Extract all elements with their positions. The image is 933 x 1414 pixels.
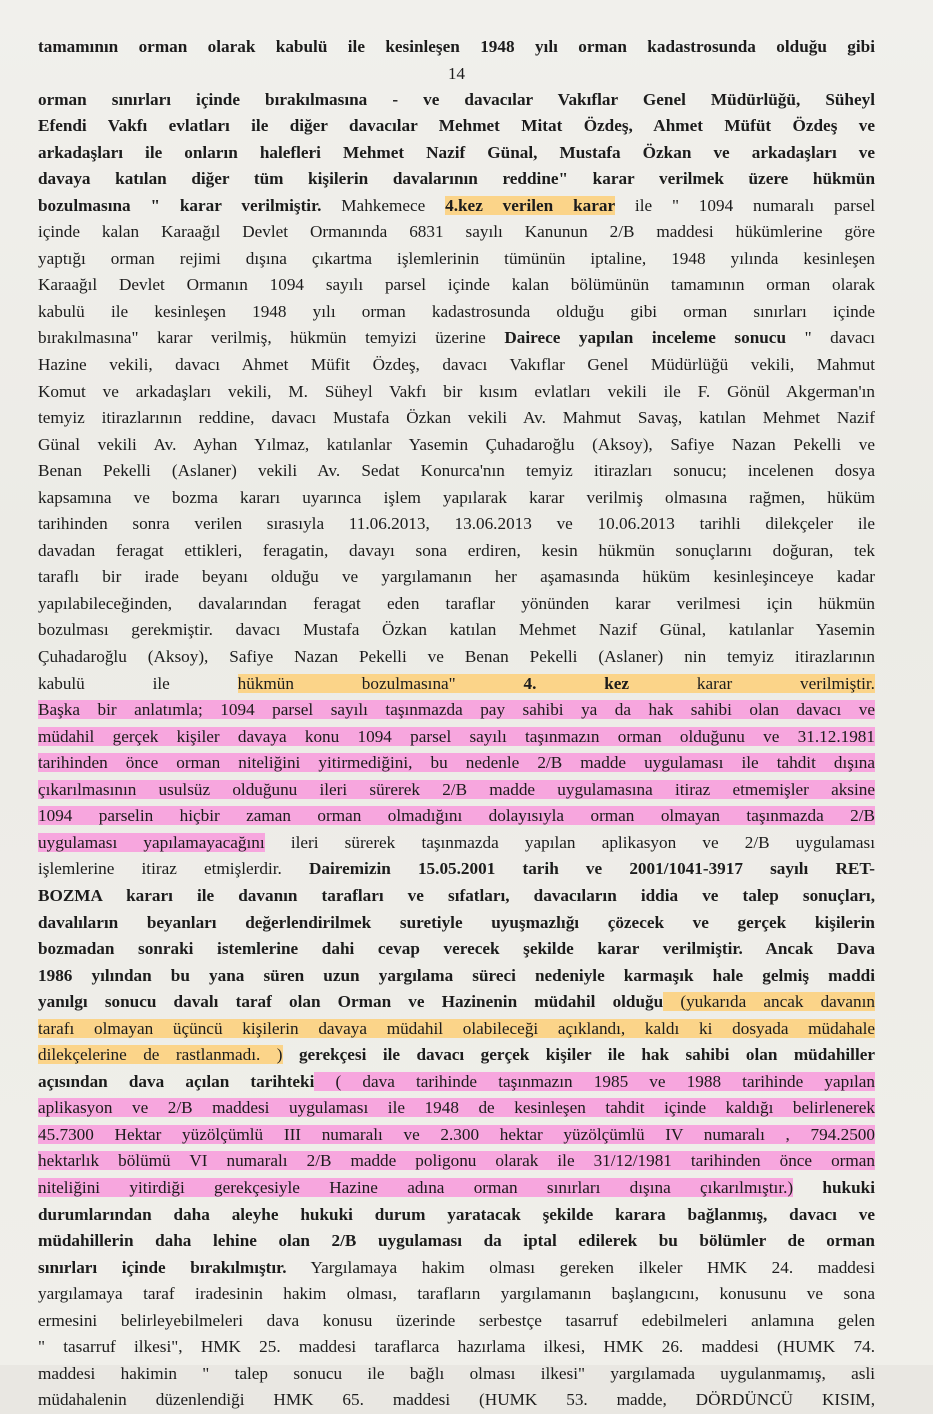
text-run: " davacı bbox=[786, 328, 875, 348]
text-line bbox=[38, 591, 875, 618]
highlighted-text: niteliğini yitirdiği gerekçesiyle Hazine adına orman sınırları dışına çıkarılmıştır.) bbox=[38, 1177, 794, 1197]
text-run: Mahkemece bbox=[321, 195, 446, 215]
highlighted-text: 45.7300 Hektar yüzölçümlü III numaralı ve 2.300 hektar yüzölçümlü IV numaralı , 794.2500 bbox=[38, 1124, 875, 1144]
text-line bbox=[38, 325, 875, 352]
highlighted-text: hektarlık bölümü VI numaralı 2/B madde poligonu olarak ile 31/12/1981 tarihinden önce orman bbox=[38, 1151, 875, 1171]
text-run: Çuhadaroğlu (Aksoy), Safiye Nazan Pekelli ve Benan Pekelli (Aslaner) nin temyiz itirazlarının bbox=[38, 647, 875, 667]
highlighted-text: 1094 parselin hiçbir zaman orman olmadığını dolayısıyla orman olmayan taşınmazda 2/B bbox=[38, 806, 875, 826]
text-run: kabulü ile kesinleşen 1948 yılı orman kadastrosunda olduğu gibi orman sınırları içinde bbox=[38, 301, 875, 321]
text-run: Karaağıl Devlet Ormanın 1094 sayılı parsel içinde kalan bölümünün tamamının orman olarak bbox=[38, 275, 875, 295]
text-run: bozmadan sonraki istemlerine dahi cevap verecek şekilde karar verilmiştir. Ancak Dava bbox=[38, 939, 875, 959]
text-run: Hazine vekili, davacı Ahmet Müfit Özdeş, davacı Vakıflar Genel Müdürlüğü vekili, Mahmut bbox=[38, 355, 875, 375]
text-line bbox=[38, 87, 875, 114]
text-run: kapsamına ve bozma kararı uyarınca işlem yapılarak karar verilmiş olmasına rağmen, hüküm bbox=[38, 487, 875, 507]
text-run: ileri sürerek taşınmazda yapılan aplikasyon ve 2/B uygulaması bbox=[264, 832, 875, 852]
text-line bbox=[38, 1228, 875, 1255]
text-line bbox=[38, 405, 875, 432]
text-line bbox=[38, 1042, 875, 1069]
highlighted-text: müdahil gerçek kişiler davaya konu 1094 parsel sayılı taşınmazın orman olduğunu ve 31.12.1981 bbox=[38, 726, 875, 746]
text-run: orman sınırları içinde bırakılmasına - ve davacılar Vakıflar Genel Müdürlüğü, Süheyl bbox=[38, 89, 875, 109]
highlighted-text: 4.kez verilen karar bbox=[445, 195, 616, 215]
highlighted-text: Başka bir anlatımla; 1094 parsel sayılı taşınmazda pay sahibi ya da hak sahibi olan davacı ve bbox=[38, 700, 875, 720]
text-line bbox=[38, 671, 875, 698]
text-run: " tasarruf ilkesi", HMK 25. maddesi taraflarca hazırlama ilkesi, HMK 26. maddesi (HUMK 74. bbox=[38, 1337, 875, 1357]
text-line bbox=[38, 113, 875, 140]
highlighted-text: ( dava tarihinde taşınmazın 1985 ve 1988 tarihinde yapılan bbox=[314, 1071, 875, 1091]
text-run: davalıların beyanları değerlendirilmek suretiyle uyuşmazlığı çözecek ve gerçek kişilerin bbox=[38, 912, 875, 932]
highlighted-text: çıkarılmasının usulsüz olduğunu ileri sürerek 2/B madde uygulamasına itiraz etmemişler aksine bbox=[38, 779, 875, 799]
text-run: temyiz itirazlarının reddine, davacı Mustafa Özkan vekili Av. Mahmut Savaş, katılan Mehmet Nazif bbox=[38, 408, 875, 428]
text-line bbox=[38, 936, 875, 963]
text-run: yapılabileceğinden, davalarından feragat eden taraflar yönünden karar verilmesi için hükmün bbox=[38, 593, 875, 613]
text-run: yargılamaya taraf iradesinin hakim olması, tarafların yargılamanın başlangıcını, konusunu ve sona bbox=[38, 1284, 875, 1304]
text-run: yaptığı orman rejimi dışına çıkartma işlemlerinin tümünün iptaline, 1948 yılında kesinleşen bbox=[38, 248, 875, 268]
text-line bbox=[38, 34, 875, 61]
text-line bbox=[38, 830, 875, 857]
text-line bbox=[38, 564, 875, 591]
text-run: Günal vekili Av. Ayhan Yılmaz, katılanlar Yasemin Çuhadaroğlu (Aksoy), Safiye Nazan Pekelli ve bbox=[38, 434, 875, 454]
text-line bbox=[38, 617, 875, 644]
text-line bbox=[38, 1095, 875, 1122]
text-run: bırakılmasına" karar verilmiş, hükmün temyizi üzerine bbox=[38, 328, 505, 348]
text-line bbox=[38, 299, 875, 326]
text-run: Komut ve arkadaşları vekili, M. Süheyl Vakfı bir kısım evlatları vekili ile F. Gönül Akgerman'ın bbox=[38, 381, 875, 401]
highlighted-text: tarihinden önce orman niteliğini yitirmediğini, bu nedenle 2/B madde uygulaması ile tahdit dışına bbox=[38, 753, 875, 773]
text-line bbox=[38, 193, 875, 220]
text-run: hukuki bbox=[793, 1177, 875, 1197]
text-line bbox=[38, 1016, 875, 1043]
text-run: kararı ile davanın tarafları ve sıfatları, davacıların iddia ve talep sonuçları, bbox=[101, 885, 875, 905]
text-line bbox=[38, 538, 875, 565]
text-run: tarihinden sonra verilen sırasıyla 11.06.2013, 13.06.2013 ve 10.06.2013 tarihli dilekçeler ile bbox=[38, 514, 875, 534]
text-line bbox=[38, 1281, 875, 1308]
text-run: bozulması gerekmiştir. davacı Mustafa Özkan katılan Mehmet Nazif Günal, katılanlar Yasemin bbox=[38, 620, 875, 640]
text-line bbox=[38, 644, 875, 671]
text-line bbox=[38, 140, 875, 167]
text-run: sınırları içinde bırakılmıştır. bbox=[38, 1257, 287, 1277]
text-run: işlemlerine itiraz etmişlerdir. bbox=[38, 859, 309, 879]
document-body bbox=[38, 34, 875, 1414]
text-run: tamamının orman olarak kabulü ile kesinleşen 1948 yılı orman kadastrosunda olduğu gibi bbox=[38, 37, 875, 56]
highlighted-text: aplikasyon ve 2/B maddesi uygulaması ile 1948 de kesinleşen tahdit içinde kaldığı belirlenerek bbox=[38, 1098, 875, 1118]
text-line bbox=[38, 1122, 875, 1149]
text-line bbox=[38, 272, 875, 299]
text-run: bozulmasına " karar verilmiştir. bbox=[38, 195, 322, 215]
highlighted-text: tarafı olmayan üçüncü kişilerin davaya müdahil olabileceği açıklandı, kaldı ki dosyada müdahale bbox=[38, 1018, 875, 1038]
text-run: Yargılamaya hakim olması gereken ilkeler HMK 24. maddesi bbox=[286, 1257, 875, 1277]
text-line bbox=[38, 883, 875, 910]
text-run: Dairece yapılan inceleme sonucu bbox=[504, 328, 786, 348]
text-line bbox=[38, 1308, 875, 1335]
text-line bbox=[38, 750, 875, 777]
text-line bbox=[38, 724, 875, 751]
text-line bbox=[38, 246, 875, 273]
text-run: kabulü ile bbox=[38, 673, 238, 693]
highlighted-text: karar verilmiştir. bbox=[629, 673, 875, 693]
text-run: müdahalenin düzenlendiği HMK 65. maddesi (HUMK 53. madde, DÖRDÜNCÜ KISIM, bbox=[38, 1390, 875, 1410]
text-line bbox=[38, 1069, 875, 1096]
text-line bbox=[38, 1255, 875, 1282]
text-run: Efendi Vakfı evlatları ile diğer davacılar Mehmet Mitat Özdeş, Ahmet Müfüt Özdeş ve bbox=[38, 116, 875, 136]
text-run: arkadaşları ile onların halefleri Mehmet Nazif Günal, Mustafa Özkan ve arkadaşları ve bbox=[38, 142, 875, 162]
text-line bbox=[38, 432, 875, 459]
text-line bbox=[38, 1387, 875, 1414]
text-line bbox=[38, 989, 875, 1016]
highlighted-text: hükmün bozulmasına" bbox=[237, 673, 456, 693]
page-number: 14 bbox=[448, 63, 465, 83]
text-run: davaya katılan diğer tüm kişilerin davalarının reddine" karar verilmek üzere hükmün bbox=[38, 169, 875, 189]
text-run: taraflı bir irade beyanı olduğu ve yargılamanın her aşamasında hüküm kesinleşinceye kadar bbox=[38, 567, 875, 587]
text-line bbox=[38, 777, 875, 804]
text-line bbox=[38, 511, 875, 538]
text-line bbox=[38, 219, 875, 246]
text-line bbox=[38, 803, 875, 830]
text-run: ile " 1094 numaralı parsel bbox=[615, 195, 875, 215]
text-run: yanılgı sonucu davalı taraf olan Orman ve Hazinenin müdahil olduğu bbox=[38, 992, 664, 1012]
text-run: açısından dava açılan tarihteki bbox=[38, 1071, 315, 1091]
text-line bbox=[38, 485, 875, 512]
text-line bbox=[38, 1148, 875, 1175]
text-line bbox=[38, 697, 875, 724]
text-run: 1986 yılından bu yana süren uzun yargılama süreci nedeniyle karmaşık hale gelmiş maddi bbox=[38, 965, 875, 985]
text-line bbox=[38, 166, 875, 193]
text-run: Dairemizin 15.05.2001 tarih ve 2001/1041-3917 sayılı RET- bbox=[309, 859, 875, 879]
text-run: müdahillerin daha lehine olan 2/B uygulaması da iptal edilerek bu bölümler de orman bbox=[38, 1231, 875, 1251]
text-run: Benan Pekelli (Aslaner) vekili Av. Sedat Konurca'nın temyiz itirazları sonucu; incelenen dosya bbox=[38, 461, 875, 481]
text-run: ermesini belirleyebilmeleri dava konusu üzerinde serbestçe tasarruf edebilmeleri anlamına gelen bbox=[38, 1310, 875, 1330]
highlighted-text: 4. kez bbox=[455, 673, 630, 693]
text-line bbox=[38, 963, 875, 990]
text-line bbox=[38, 458, 875, 485]
text-line bbox=[38, 910, 875, 937]
text-run: gerekçesi ile davacı gerçek kişiler ile hak sahibi olan müdahiller bbox=[282, 1045, 875, 1065]
highlighted-text: uygulaması yapılamayacağını bbox=[38, 832, 265, 852]
highlighted-text: (yukarıda ancak davanın bbox=[663, 992, 875, 1012]
highlighted-text: dilekçelerine de rastlanmadı. ) bbox=[38, 1045, 283, 1065]
text-run: içinde kalan Karaağıl Devlet Ormanında 6831 sayılı Kanunun 2/B maddesi hükümlerine göre bbox=[38, 222, 875, 242]
text-run: davadan feragat ettikleri, feragatin, davayı sona erdiren, kesin hükmün sonuçlarını doğuran, tek bbox=[38, 540, 875, 560]
text-run: maddesi hakimin " talep sonucu ile bağlı olması ilkesi" yargılamada uygulanmamış, asli bbox=[38, 1363, 875, 1383]
text-line bbox=[38, 856, 875, 883]
text-line bbox=[38, 352, 875, 379]
text-run: durumlarından daha aleyhe hukuki durum yaratacak şekilde karara bağlanmış, davacı ve bbox=[38, 1204, 875, 1224]
text-line bbox=[38, 379, 875, 406]
text-run: BOZMA bbox=[38, 885, 102, 905]
text-line bbox=[38, 1334, 875, 1361]
text-line bbox=[38, 1175, 875, 1202]
text-line bbox=[38, 1202, 875, 1229]
